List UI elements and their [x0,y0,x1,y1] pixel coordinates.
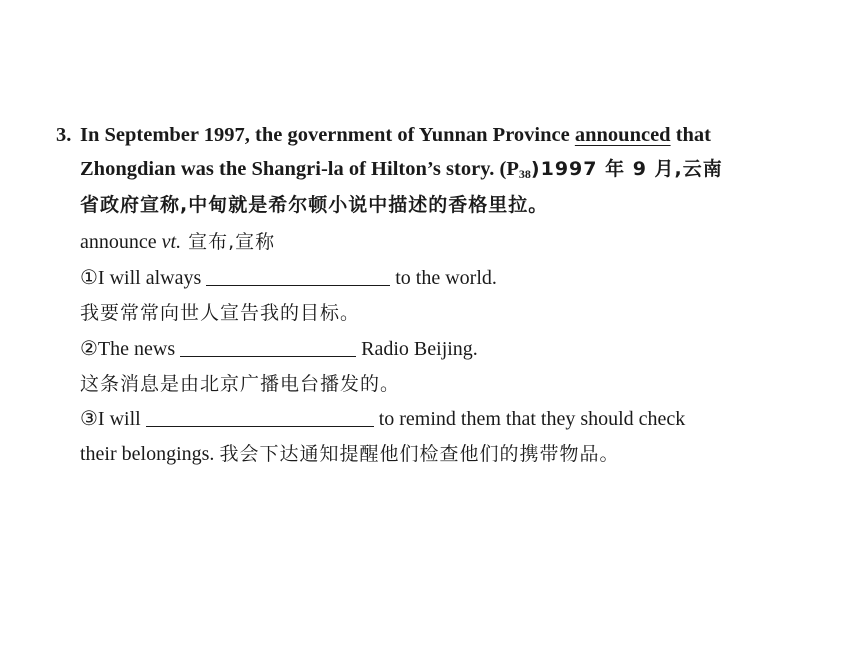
sentence-line-2-chinese: )1997 年 9 月,云南 [530,158,723,180]
exercise-2-translation: 这条消息是由北京广播电台播发的。 [80,373,401,395]
exercise-2-prefix: ②The news [80,338,181,360]
vocab-meaning: 宣布,宣称 [181,231,276,253]
item-number: 3. [56,124,72,146]
sentence-line-2 [80,152,723,191]
exercise-3-continuation-english: their belongings. [80,443,220,465]
exercise-3-translation: 我会下达通知提醒他们检查他们的携带物品。 [219,443,620,465]
exercise-1 [80,261,497,295]
underlined-word: announced [574,124,671,146]
sentence-line-1 [80,118,711,152]
sentence-line-2-english: Zhongdian was the Shangri-la of Hilton’s story. (P [80,158,519,180]
exercise-2 [80,332,478,366]
exercise-3-blank[interactable] [146,404,374,427]
sentence-translation: 省政府宣称,中甸就是希尔顿小说中描述的香格里拉。 [80,194,549,216]
exercise-1-prefix: ①I will always [80,267,207,289]
sentence-line-1-start: In September 1997, the government of Yunnan Province [80,124,575,146]
exercise-3 [80,402,685,436]
page-ref-subscript: 38 [518,167,531,181]
vocab-word: announce [80,231,162,253]
exercise-1-suffix: to the world. [390,267,497,289]
exercise-1-translation: 我要常常向世人宣告我的目标。 [80,302,361,324]
exercise-3-prefix: ③I will [80,408,146,430]
exercise-2-blank[interactable] [180,334,356,357]
vocab-pos: vt. [161,231,182,253]
exercise-2-suffix: Radio Beijing. [356,338,478,360]
sentence-line-1-end: that [670,124,712,146]
vocab-entry [80,225,275,259]
exercise-1-blank[interactable] [206,263,390,286]
exercise-3-suffix: to remind them that they should check [373,408,686,430]
exercise-3-continuation [80,437,619,471]
